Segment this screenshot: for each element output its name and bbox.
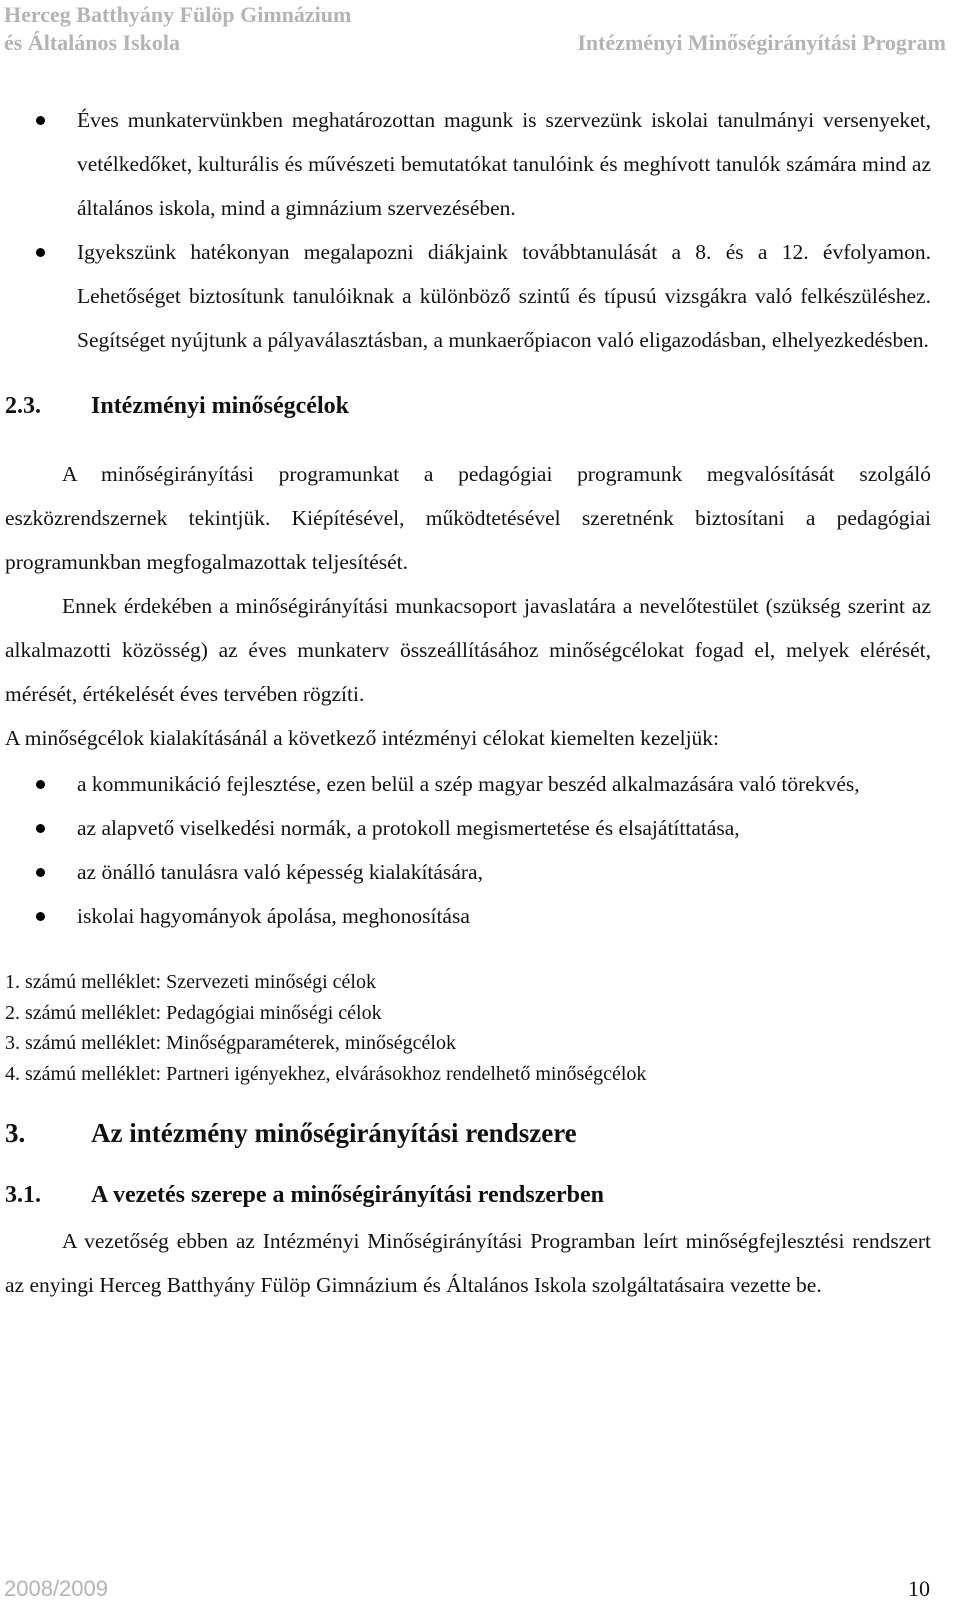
- section-title: A vezetés szerepe a minőségirányítási rendszerben: [91, 1182, 605, 1208]
- paragraph: A vezetőség ebben az Intézményi Minőségirányítási Programban leírt minőségfejlesztési rendszert az enyingi Herceg Batthyány Fülöp Gimnázium és Általános Iskola szolgáltatásaira vezette be.: [5, 1229, 931, 1297]
- section-number: 3.: [5, 1118, 26, 1148]
- bullet-icon: [36, 248, 45, 257]
- bullet-icon: [36, 912, 45, 921]
- list-item: Éves munkatervünkben meghatározottan magunk is szervezünk iskolai tanulmányi versenyeket, vetélkedőket, kulturális és művészeti bemutatókat tanulóink és meghívott tanulók számára mind az általános iskola, mind a gimnázium szervezésében.: [5, 98, 931, 230]
- paragraph: Ennek érdekében a minőségirányítási munkacsoport javaslatára a nevelőtestület (szükség szerint az alkalmazotti közösség) az éves munkaterv összeállításához minőségcélokat fogad el, melyek elérését, mérését, értékelését éves tervében rögzíti.: [5, 594, 931, 706]
- annex-item: 2. számú melléklet: Pedagógiai minőségi célok: [5, 1001, 382, 1024]
- school-name-line1: Herceg Batthyány Fülöp Gimnázium: [4, 2, 352, 27]
- program-title: Intézményi Minőségirányítási Program: [577, 30, 946, 55]
- section-3-heading: [5, 1113, 931, 1153]
- bullet-icon: [36, 116, 45, 125]
- section-title: Intézményi minőségcélok: [91, 393, 349, 419]
- annex-item: 4. számú melléklet: Partneri igényekhez, elvárásokhoz rendelhető minőségcélok: [5, 1062, 647, 1085]
- annex-item: 3. számú melléklet: Minőségparaméterek, minőségcélok: [5, 1032, 456, 1054]
- section-title: Az intézmény minőségirányítási rendszere: [91, 1118, 577, 1148]
- list-item: az alapvető viselkedési normák, a protokoll megismertetése és elsajátíttatása,: [5, 806, 931, 850]
- list-item: iskolai hagyományok ápolása, meghonosítása: [5, 894, 931, 938]
- school-name-line2: és Általános Iskola: [4, 30, 181, 55]
- bullet-icon: [36, 824, 45, 833]
- page-header: [0, 0, 960, 64]
- annex-list: [5, 967, 931, 1089]
- annex-item: 1. számú melléklet: Szervezeti minőségi célok: [5, 971, 376, 993]
- section-number: 3.1.: [5, 1182, 41, 1208]
- list-item: Igyekszünk hatékonyan megalapozni diákjaink továbbtanulását a 8. és a 12. évfolyamon. Lehetőséget biztosítunk tanulóiknak a különböző szintű és típusú vizsgákra való felkészüléshez. Segítséget nyújtunk a pályaválasztásban, a munkaerőpiacon való eligazodásban, elhelyezkedésben.: [5, 230, 931, 362]
- intro-bullet-list: [5, 98, 931, 362]
- goals-bullet-list: [5, 762, 931, 938]
- list-item: az önálló tanulásra való képesség kialakítására,: [5, 850, 931, 894]
- paragraph: A minőségcélok kialakításánál a következő intézményi célokat kiemelten kezeljük:: [5, 726, 720, 750]
- list-item: a kommunikáció fejlesztése, ezen belül a szép magyar beszéd alkalmazására való törekvés,: [5, 762, 931, 806]
- section-2-3-heading: [5, 386, 931, 426]
- section-number: 2.3.: [5, 393, 41, 419]
- school-year: 2008/2009: [4, 1576, 108, 1601]
- page-content: [5, 98, 931, 1307]
- page-number: 10: [908, 1576, 930, 1601]
- paragraph: A minőségirányítási programunkat a pedagógiai programunk megvalósítását szolgáló eszközrendszernek tekintjük. Kiépítésével, működtetésével szeretnénk biztosítani a pedagógiai programunkban megfogalmazottak teljesítését.: [5, 462, 931, 574]
- bullet-icon: [36, 780, 45, 789]
- page-footer: [0, 1574, 960, 1610]
- section-3-1-heading: [5, 1175, 931, 1215]
- bullet-icon: [36, 868, 45, 877]
